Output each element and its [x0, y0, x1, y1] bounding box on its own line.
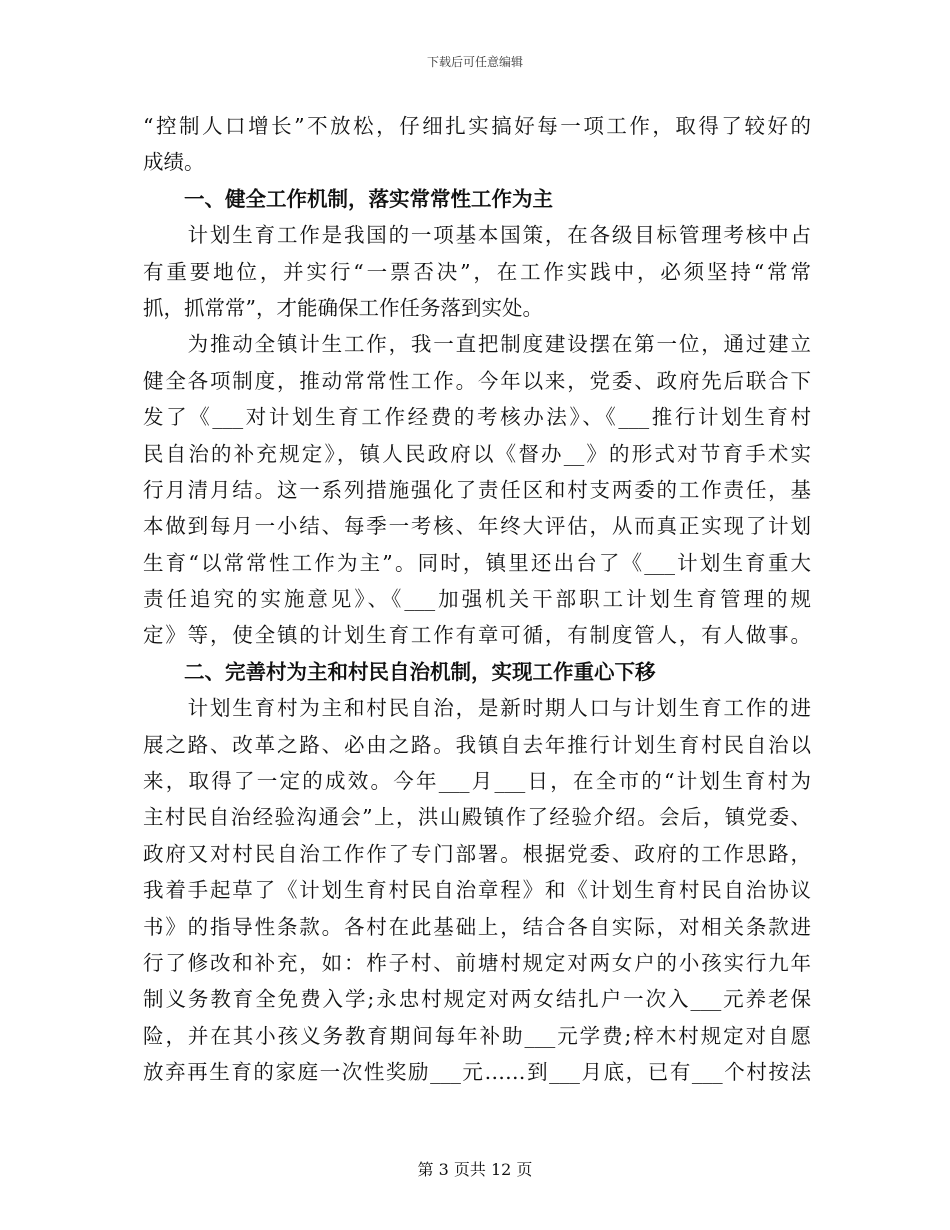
text-line: 放弃再生育的家庭一次性奖励___元……到___月底，已有___个村按法 [143, 1060, 811, 1085]
text-line: 发了《___对计划生育工作经费的考核办法》、《___推行计划生育村 [143, 405, 811, 430]
text-line: 本做到每月一小结、每季一考核、年终大评估，从而真正实现了计划 [143, 514, 811, 539]
text-line: 主村民自治经验沟通会”上，洪山殿镇作了经验介绍。会后，镇党委、 [143, 805, 811, 830]
page-footer: 第 3 页共 12 页 [417, 1160, 533, 1179]
text-line: 计划生育村为主和村民自治，是新时期人口与计划生育工作的进 [143, 696, 811, 721]
page-header: 下载后可任意编辑 [426, 55, 523, 69]
text-line: 险，并在其小孩义务教育期间每年补助___元学费;梓木村规定对自愿 [143, 1023, 811, 1048]
text-line: 抓，抓常常”，才能确保工作任务落到实处。 [143, 295, 543, 320]
text-line: 书》的指导性条款。各村在此基础上，结合各自实际，对相关条款进 [143, 914, 811, 939]
text-line: “控制人口增长”不放松，仔细扎实搞好每一项工作，取得了较好的 [143, 114, 811, 138]
text-line: 来，取得了一定的成效。今年___月___日，在全市的“计划生育村为 [143, 769, 811, 794]
text-line: 行月清月结。这一系列措施强化了责任区和村支两委的工作责任，基 [143, 477, 811, 502]
section-heading: 二、完善村为主和村民自治机制，实现工作重心下移 [184, 659, 656, 684]
text-line: 民自治的补充规定》，镇人民政府以《督办__》的形式对节育手术实 [143, 441, 811, 466]
text-line: 责任追究的实施意见》、《___加强机关干部职工计划生育管理的规 [143, 587, 811, 612]
text-line: 我着手起草了《计划生育村民自治章程》和《计划生育村民自治协议 [143, 878, 811, 903]
text-line: 健全各项制度，推动常常性工作。今年以来，党委、政府先后联合下 [143, 368, 811, 393]
text-line: 有重要地位，并实行“一票否决”，在工作实践中，必须坚持“常常 [143, 259, 811, 284]
document-body [143, 108, 811, 1091]
text-line: 定》等，使全镇的计划生育工作有章可循，有制度管人，有人做事。 [143, 623, 811, 648]
text-line: 成绩。 [143, 150, 205, 175]
text-line: 行了修改和补充，如：柞子村、前塘村规定对两女户的小孩实行九年 [143, 950, 811, 975]
text-line: 展之路、改革之路、必由之路。我镇自去年推行计划生育村民自治以 [143, 732, 811, 757]
text-line: 为推动全镇计生工作，我一直把制度建设摆在第一位，通过建立 [143, 332, 811, 357]
section-heading: 一、健全工作机制，落实常常性工作为主 [184, 186, 553, 211]
text-line: 计划生育工作是我国的一项基本国策，在各级目标管理考核中占 [143, 223, 811, 248]
text-line: 生育“以常常性工作为主”。同时，镇里还出台了《___计划生育重大 [143, 550, 811, 575]
text-line: 政府又对村民自治工作作了专门部署。根据党委、政府的工作思路， [143, 841, 811, 866]
text-line: 制义务教育全免费入学;永忠村规定对两女结扎户一次入___元养老保 [143, 987, 811, 1012]
